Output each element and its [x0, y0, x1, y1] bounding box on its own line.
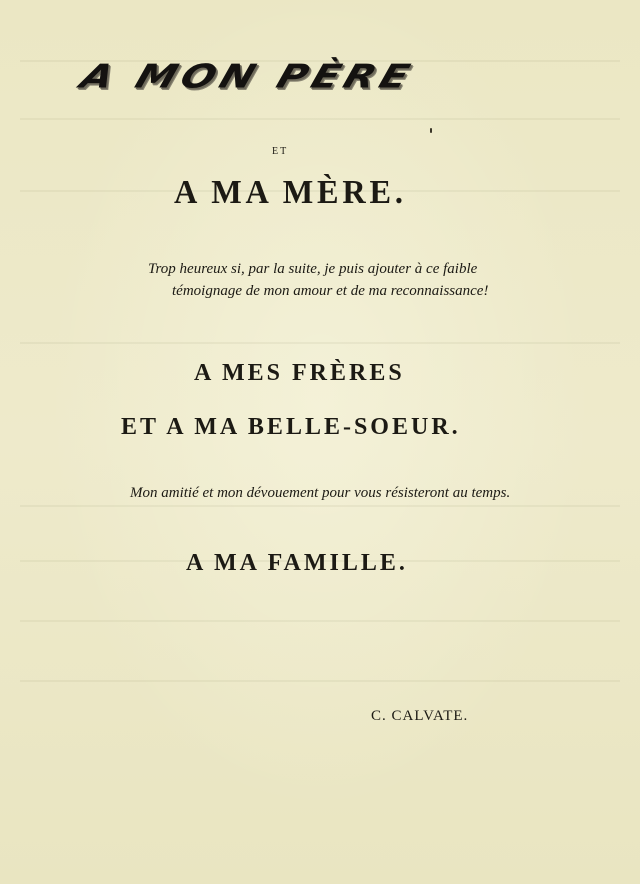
dedication-family-heading: A MA FAMILLE.	[186, 550, 408, 576]
conjunction-text: ET	[272, 146, 289, 157]
bleed-through-line	[20, 620, 620, 622]
parents-note	[148, 258, 488, 302]
parents-note-line1: Trop heureux si, par la suite, je puis ajouter à ce faible	[148, 261, 478, 277]
parents-note-line2: témoignage de mon amour et de ma reconnaissance!	[172, 283, 489, 299]
bleed-through-line	[20, 505, 620, 507]
author-signature: C. CALVATE.	[371, 708, 469, 724]
ink-mark	[430, 128, 432, 133]
bleed-through-line	[20, 680, 620, 682]
dedication-brothers-heading: A MES FRÈRES	[194, 360, 405, 386]
dedication-father-heading: A MON PÈRE	[75, 58, 419, 96]
siblings-note: Mon amitié et mon dévouement pour vous résisteront au temps.	[130, 485, 511, 501]
bleed-through-line	[20, 118, 620, 120]
dedication-mother-heading: A MA MÈRE.	[174, 174, 407, 211]
bleed-through-line	[20, 342, 620, 344]
dedication-sister-in-law-heading: ET A MA BELLE-SOEUR.	[121, 414, 461, 440]
